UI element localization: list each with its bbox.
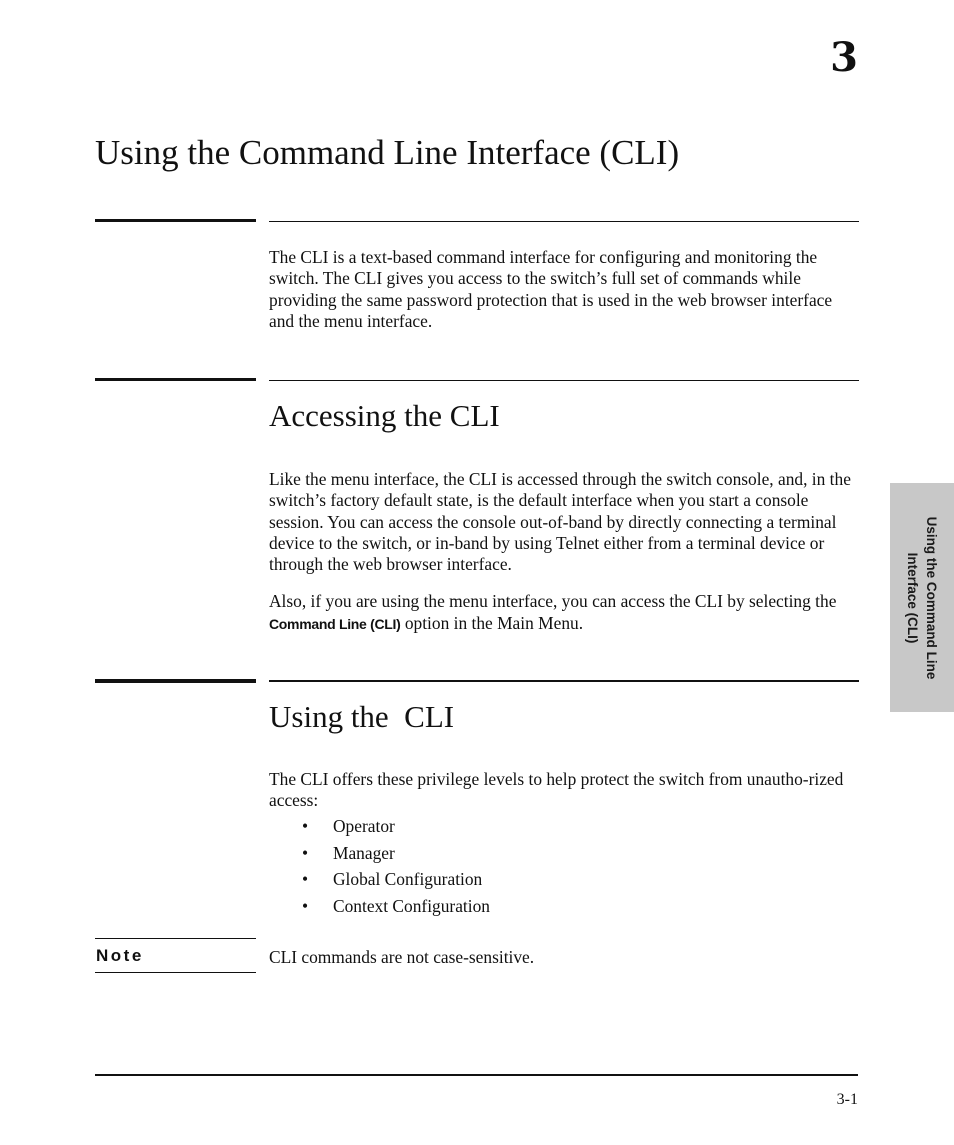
menu-option-name: Command Line (CLI)	[269, 615, 401, 632]
section-rule-using	[269, 680, 859, 682]
note-label: Note	[96, 946, 144, 965]
bullet: •	[302, 869, 309, 890]
bullet: •	[302, 816, 309, 836]
note-rule-top	[95, 938, 256, 939]
list-item	[300, 869, 600, 896]
using-text	[269, 769, 859, 812]
section-title-accessing: Accessing the CLI	[269, 398, 500, 433]
chapter-side-tab	[890, 483, 954, 712]
list-item-label: Context Configuration	[333, 895, 490, 916]
section-rule-intro	[269, 221, 859, 222]
bullet: •	[302, 842, 309, 863]
list-item	[300, 843, 600, 870]
bullet: •	[302, 895, 309, 916]
accessing-paragraph-2-end: option in the Main Menu.	[400, 612, 584, 633]
chapter-title: Using the Command Line Interface (CLI)	[95, 133, 680, 172]
list-item-label: Global Configuration	[333, 869, 483, 890]
list-item-label: Manager	[333, 842, 395, 863]
page-number: 3-1	[836, 1091, 858, 1108]
left-rule-using	[95, 679, 256, 683]
list-item-label: Operator	[333, 816, 395, 836]
section-title-using: Using the CLI	[269, 699, 455, 734]
list-item	[300, 896, 600, 923]
list-item	[300, 816, 600, 843]
note-rule-bottom	[95, 972, 256, 973]
intro-text	[269, 247, 859, 332]
accessing-paragraph-2-start: Also, if you are using the menu interface, you can access the CLI by selecting the	[269, 591, 837, 612]
accessing-paragraph-2	[269, 591, 859, 635]
side-tab-line-2: Interface (CLI)	[905, 552, 920, 643]
accessing-text	[269, 469, 859, 635]
chapter-number: 3	[830, 34, 858, 81]
accessing-paragraph-1: Like the menu interface, the CLI is accessed through the switch console, and, in the switch’s factory default state, is the default interface when you start a console session. You can access the console out-of-band by directly connecting a terminal device to the switch, or in-band by using Telnet either from a terminal device or through the web browser interface.	[269, 469, 851, 575]
side-tab-label	[903, 498, 941, 698]
footer-rule	[95, 1074, 858, 1076]
left-rule-intro	[95, 219, 256, 222]
side-tab-line-1: Using the Command Line	[924, 516, 939, 679]
left-rule-accessing	[95, 378, 256, 381]
using-paragraph: The CLI offers these privilege levels to help protect the switch from unautho-rized access:	[269, 769, 844, 811]
note-text: CLI commands are not case-sensitive.	[269, 947, 535, 967]
intro-paragraph: The CLI is a text-based command interface for configuring and monitoring the switch. The CLI gives you access to the switch’s full set of commands while providing the same password protection that is used in the web browser interface and the menu interface.	[269, 247, 833, 331]
privilege-level-list	[300, 816, 600, 922]
section-rule-accessing	[269, 380, 859, 381]
